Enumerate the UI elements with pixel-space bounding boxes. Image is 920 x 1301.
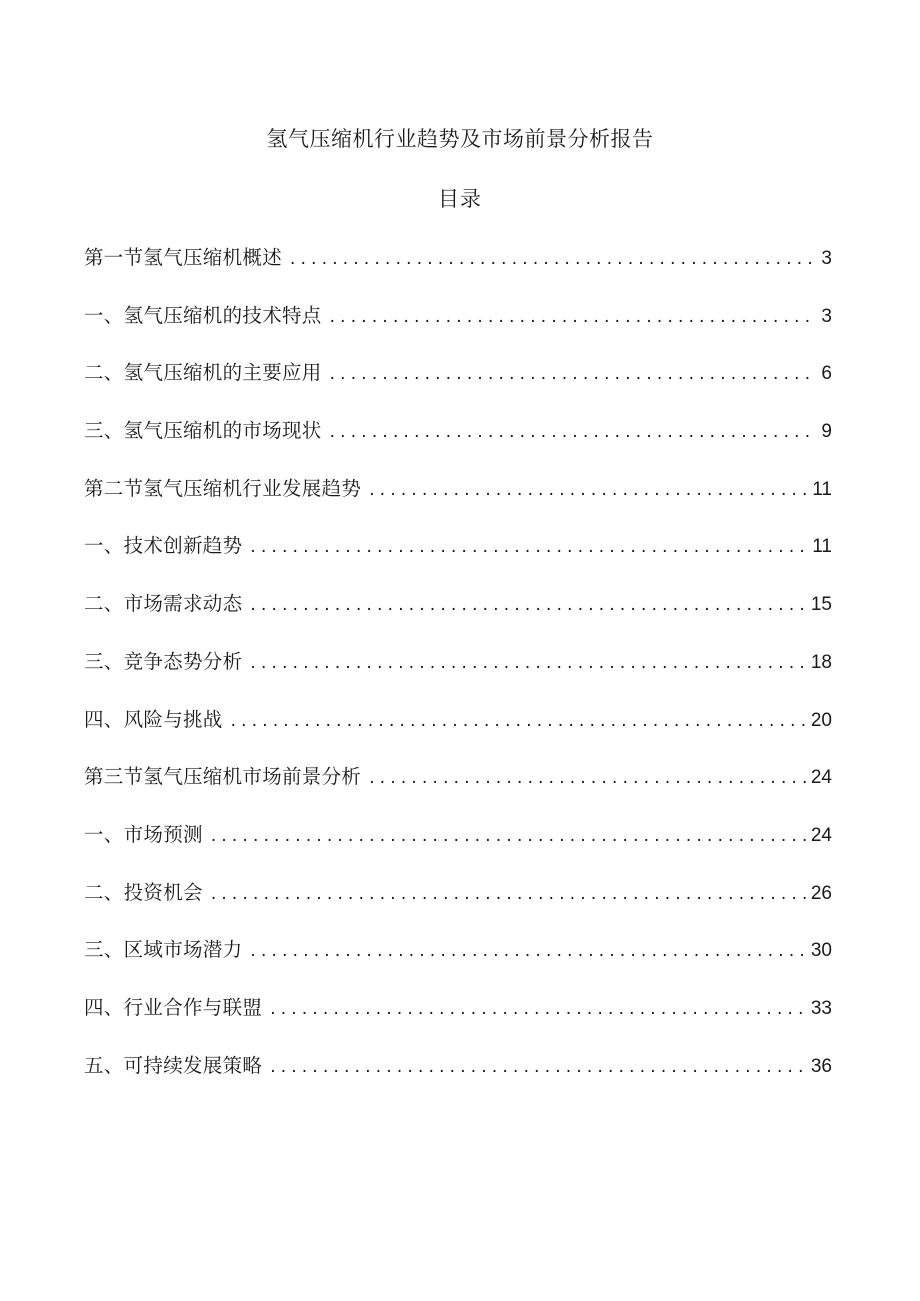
toc-dot-leader bbox=[231, 706, 807, 736]
toc-entry[interactable] bbox=[84, 705, 832, 763]
toc-dot-leader bbox=[330, 417, 818, 447]
toc-entry-page: 3 bbox=[821, 305, 832, 327]
toc-entry[interactable] bbox=[84, 647, 832, 705]
toc-entry-label: 四、行业合作与联盟 bbox=[84, 995, 263, 1019]
toc-entry-label: 四、风险与挑战 bbox=[84, 707, 223, 731]
toc-entry-page: 3 bbox=[821, 248, 832, 269]
toc-dot-leader bbox=[211, 821, 807, 851]
toc-entry-page: 36 bbox=[810, 1055, 832, 1077]
toc-entry[interactable] bbox=[84, 358, 832, 416]
toc-dot-leader bbox=[330, 302, 818, 332]
toc-entry-page: 30 bbox=[810, 940, 832, 962]
toc-dot-leader bbox=[369, 475, 808, 505]
toc-entry-page: 20 bbox=[810, 709, 832, 731]
toc-entry[interactable] bbox=[84, 301, 832, 359]
toc-entry[interactable] bbox=[84, 589, 832, 647]
toc-entry[interactable] bbox=[84, 820, 832, 878]
toc-entry-label: 三、竞争态势分析 bbox=[84, 649, 243, 673]
toc-entry-label: 一、技术创新趋势 bbox=[84, 534, 243, 558]
toc-entry[interactable] bbox=[84, 1051, 832, 1109]
toc-entry-page: 9 bbox=[821, 421, 832, 443]
toc-entry-label: 第二节氢气压缩机行业发展趋势 bbox=[84, 476, 362, 500]
toc-entry-label: 五、可持续发展策略 bbox=[84, 1053, 263, 1077]
toc-entry[interactable] bbox=[84, 762, 832, 820]
toc-entry-page: 15 bbox=[810, 594, 832, 616]
toc-dot-leader bbox=[250, 648, 806, 678]
toc-entry-page: 24 bbox=[810, 824, 832, 846]
toc-entry-label: 第一节氢气压缩机概述 bbox=[84, 246, 283, 269]
toc-entry-page: 11 bbox=[812, 536, 832, 558]
document-title: 氢气压缩机行业趋势及市场前景分析报告 bbox=[266, 127, 654, 151]
toc-entry-page: 11 bbox=[812, 478, 832, 500]
toc-entry[interactable] bbox=[84, 243, 832, 301]
toc-entry[interactable] bbox=[84, 474, 832, 532]
toc-entry[interactable] bbox=[84, 993, 832, 1051]
toc-dot-leader bbox=[330, 359, 818, 389]
toc-entry-label: 二、市场需求动态 bbox=[84, 592, 243, 616]
toc-entry-page: 26 bbox=[810, 882, 832, 904]
toc-entry-label: 三、区域市场潜力 bbox=[84, 938, 243, 962]
toc-entry[interactable] bbox=[84, 935, 832, 993]
toc-entry-label: 第三节氢气压缩机市场前景分析 bbox=[84, 765, 362, 789]
toc-dot-leader bbox=[369, 763, 807, 793]
toc-dot-leader bbox=[270, 994, 807, 1024]
toc-dot-leader bbox=[250, 532, 808, 562]
toc-entry-page: 33 bbox=[810, 997, 832, 1019]
toc-entry-label: 一、氢气压缩机的技术特点 bbox=[84, 303, 322, 327]
toc-entry[interactable] bbox=[84, 531, 832, 589]
toc-dot-leader bbox=[290, 244, 817, 274]
toc-dot-leader bbox=[250, 590, 806, 620]
table-of-contents bbox=[84, 243, 832, 1108]
toc-entry-page: 24 bbox=[810, 767, 832, 789]
toc-dot-leader bbox=[211, 879, 807, 909]
toc-entry-label: 一、市场预测 bbox=[84, 822, 203, 846]
toc-entry-label: 二、氢气压缩机的主要应用 bbox=[84, 361, 322, 385]
toc-entry-label: 三、氢气压缩机的市场现状 bbox=[84, 419, 322, 443]
toc-entry-page: 18 bbox=[810, 651, 832, 673]
toc-entry[interactable] bbox=[84, 878, 832, 936]
toc-dot-leader bbox=[270, 1052, 807, 1082]
toc-entry-page: 6 bbox=[821, 363, 832, 385]
toc-entry[interactable] bbox=[84, 416, 832, 474]
toc-heading: 目录 bbox=[438, 187, 482, 211]
toc-dot-leader bbox=[250, 936, 806, 966]
toc-entry-label: 二、投资机会 bbox=[84, 880, 203, 904]
